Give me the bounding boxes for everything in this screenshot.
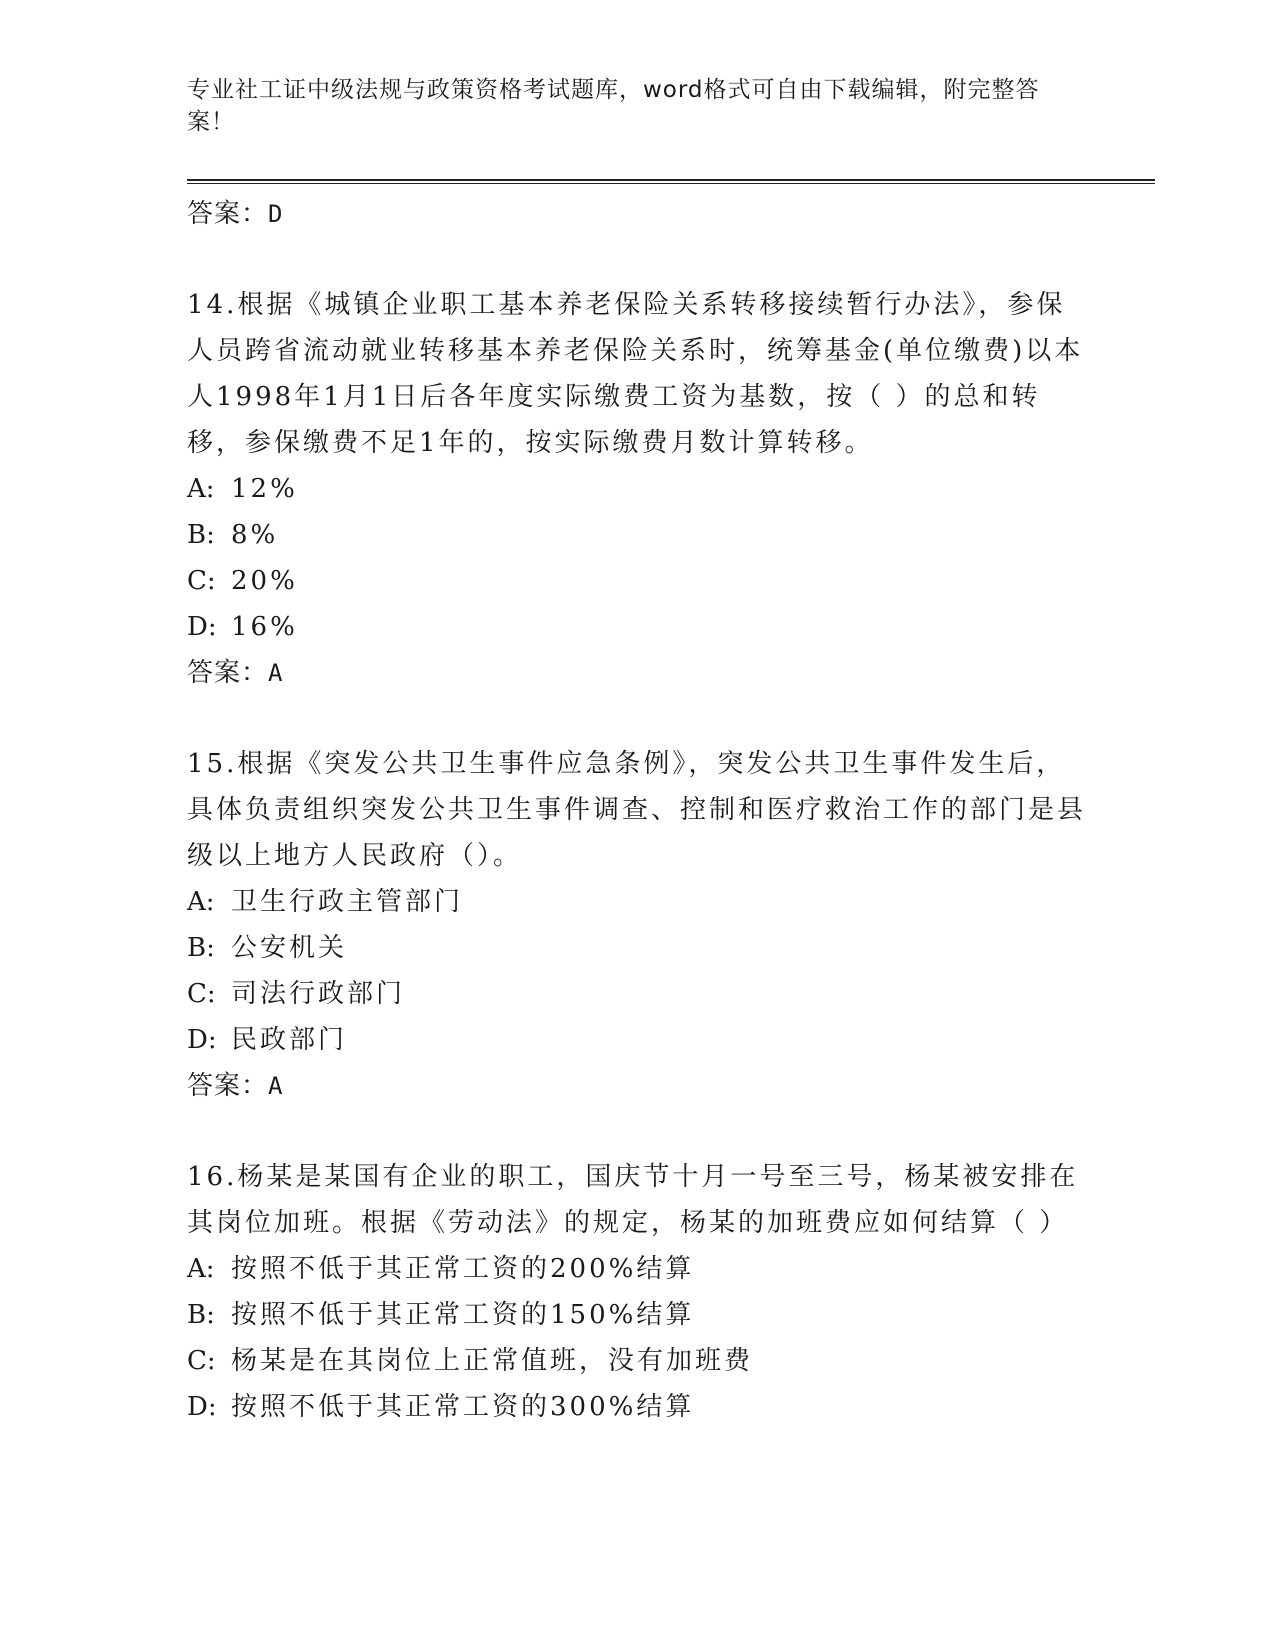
answer-line xyxy=(187,650,1107,696)
option-letter: C: xyxy=(187,566,216,596)
option-d xyxy=(187,604,1107,650)
option-letter: C: xyxy=(187,1346,216,1376)
question-stem: 14.根据《城镇企业职工基本养老保险关系转移接续暂行办法》，参保人员跨省流动就业转移基本养老保险关系时，统筹基金(单位缴费)以本人1998年1月1日后各年度实际缴费工资为基数，按（ ）的总和转移，参保缴费不足1年的，按实际缴费月数计算转移。 xyxy=(187,290,1084,458)
option-b xyxy=(187,925,1107,971)
option-letter: B: xyxy=(187,520,215,550)
option-text: 按照不低于其正常工资的300%结算 xyxy=(231,1392,695,1422)
option-letter: D: xyxy=(187,1025,217,1055)
option-a xyxy=(187,1246,1107,1292)
option-text: 按照不低于其正常工资的200%结算 xyxy=(231,1254,695,1284)
option-text: 8% xyxy=(231,520,279,550)
page-header: 专业社工证中级法规与政策资格考试题库，word格式可自由下载编辑，附完整答案！ xyxy=(187,77,1040,135)
option-d xyxy=(187,1384,1107,1430)
header-rule-thick xyxy=(187,179,1155,181)
answer-label: 答案： xyxy=(187,658,269,688)
question-stem: 16.杨某是某国有企业的职工，国庆节十月一号至三号，杨某被安排在其岗位加班。根据《劳动法》的规定，杨某的加班费应如何结算（ ） xyxy=(187,1162,1079,1238)
answer-line xyxy=(187,1063,1107,1109)
option-letter: B: xyxy=(187,933,215,963)
option-letter: C: xyxy=(187,979,216,1009)
option-letter: A: xyxy=(187,1254,215,1284)
answer-line xyxy=(187,191,1107,237)
option-letter: D: xyxy=(187,1392,217,1422)
option-c xyxy=(187,1338,1107,1384)
option-c xyxy=(187,558,1107,604)
option-letter: B: xyxy=(187,1300,215,1330)
option-text: 12% xyxy=(231,474,298,504)
answer-value: A xyxy=(268,1072,284,1100)
option-text: 卫生行政主管部门 xyxy=(231,887,464,917)
option-a xyxy=(187,466,1107,512)
option-c xyxy=(187,971,1107,1017)
answer-label: 答案： xyxy=(187,199,269,229)
answer-value: D xyxy=(268,200,284,228)
question-stem: 15.根据《突发公共卫生事件应急条例》，突发公共卫生事件发生后，具体负责组织突发公共卫生事件调查、控制和医疗救治工作的部门是县级以上地方人民政府（）。 xyxy=(187,749,1087,871)
option-letter: A: xyxy=(187,887,215,917)
option-letter: A: xyxy=(187,474,215,504)
option-text: 公安机关 xyxy=(231,933,348,963)
option-text: 按照不低于其正常工资的150%结算 xyxy=(231,1300,695,1330)
question-15 xyxy=(187,741,1107,1109)
question-14 xyxy=(187,282,1107,696)
answer-value: A xyxy=(268,659,284,687)
option-text: 16% xyxy=(231,612,298,642)
question-16 xyxy=(187,1154,1107,1430)
option-text: 20% xyxy=(231,566,298,596)
option-letter: D: xyxy=(187,612,217,642)
option-d xyxy=(187,1017,1107,1063)
option-text: 杨某是在其岗位上正常值班，没有加班费 xyxy=(231,1346,754,1376)
option-text: 司法行政部门 xyxy=(231,979,406,1009)
document-body xyxy=(187,191,1107,1430)
option-text: 民政部门 xyxy=(231,1025,348,1055)
answer-label: 答案： xyxy=(187,1071,269,1101)
option-b xyxy=(187,1292,1107,1338)
option-a xyxy=(187,879,1107,925)
header-rule-thin xyxy=(187,183,1155,184)
option-b xyxy=(187,512,1107,558)
